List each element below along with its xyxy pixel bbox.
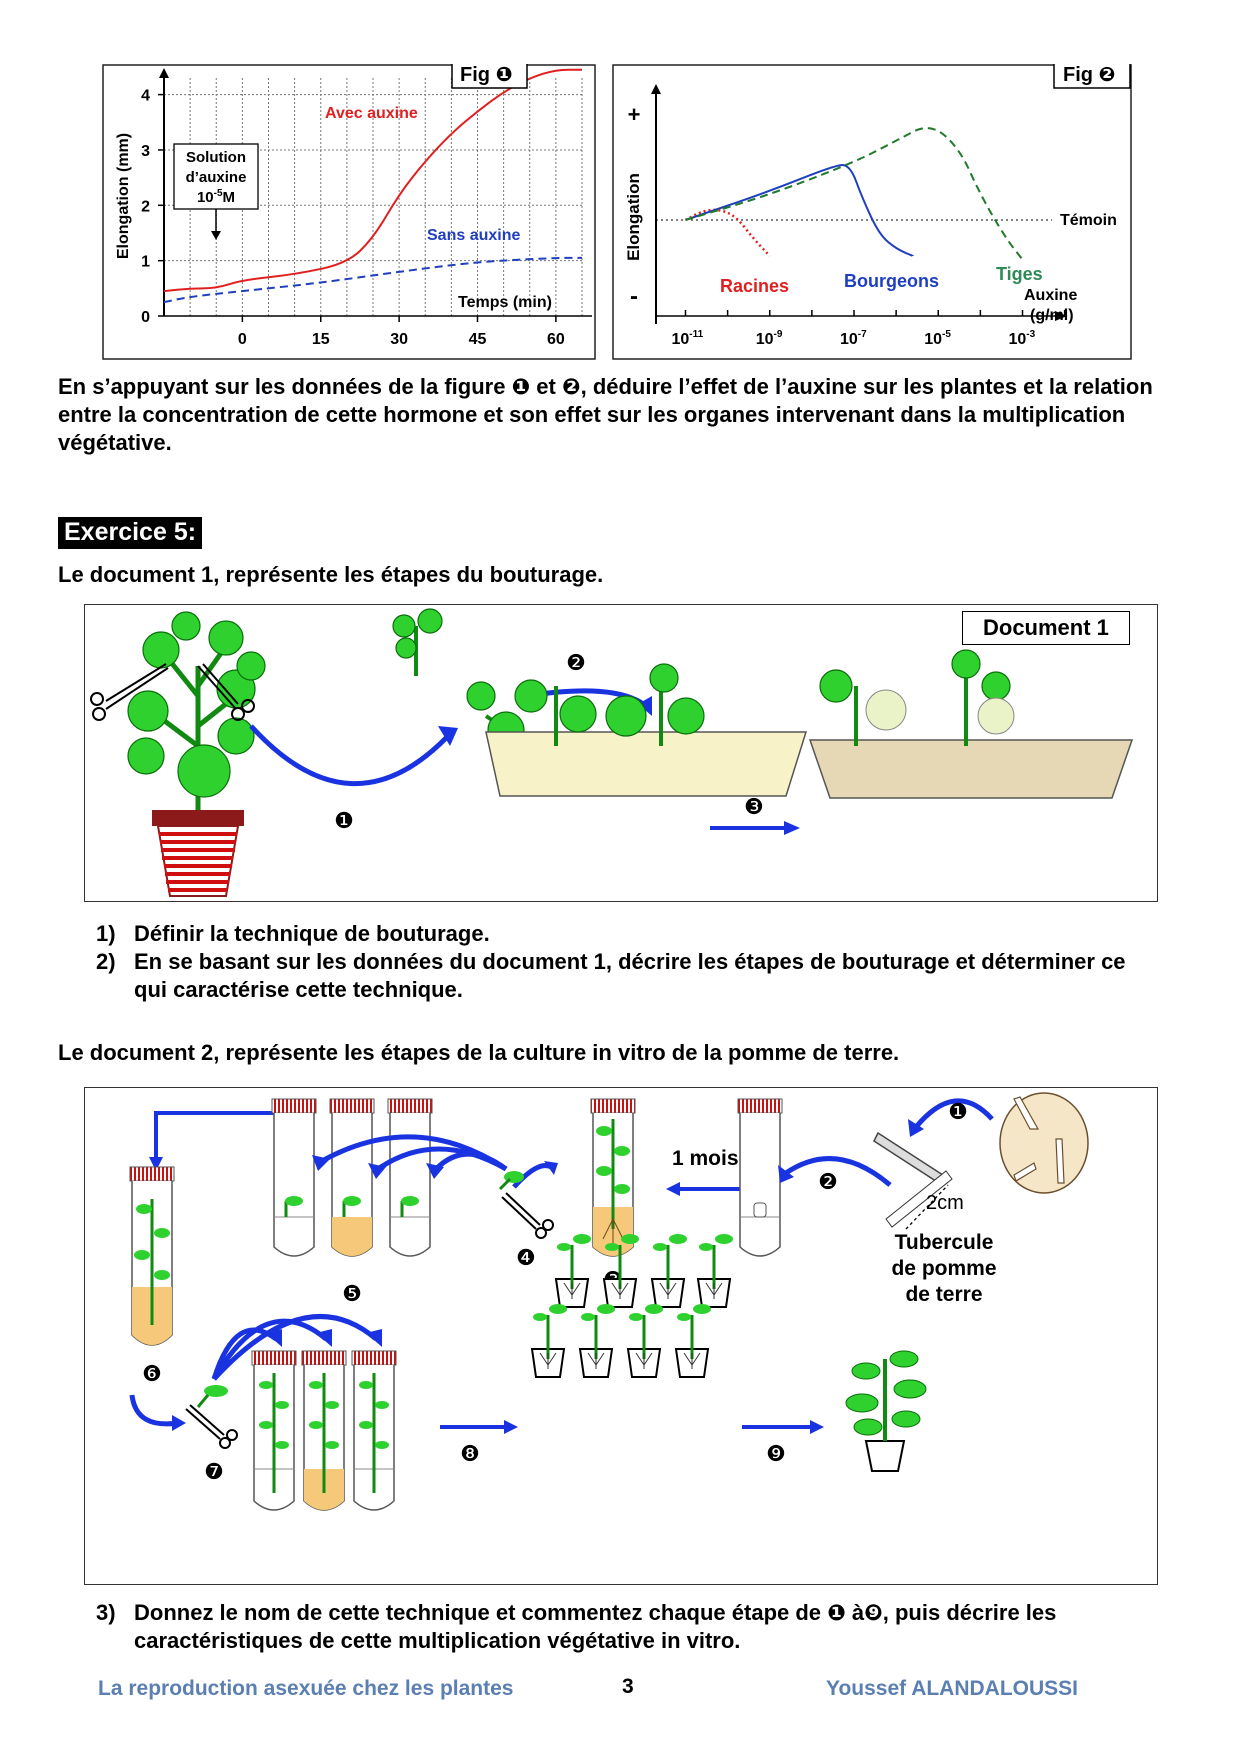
doc1-step-2: ❷ <box>566 650 586 675</box>
plantlet-pot <box>628 1304 663 1377</box>
tuber-label-3: de terre <box>905 1283 983 1306</box>
doc2-step-8: ❽ <box>460 1441 480 1466</box>
solution-line3: $10^{-5}M$ <box>196 188 236 206</box>
doc2-step-7: ❼ <box>204 1459 224 1484</box>
tube-3 <box>591 1099 635 1256</box>
sans-auxine-label: Sans auxine <box>427 227 521 244</box>
fig2-ylabel: Elongation <box>624 173 643 261</box>
footer-title: La reproduction asexuée chez les plantes <box>98 1677 514 1700</box>
fig1-label: Fig ❶ <box>460 64 513 86</box>
footer-author: Youssef ALANDALOUSSI <box>826 1677 1079 1700</box>
plantlet-pots <box>532 1234 733 1377</box>
doc1-step-1: ❶ <box>334 808 354 833</box>
doc1-step-3: ❸ <box>744 794 764 819</box>
solution-line1: Solution <box>186 149 246 166</box>
tubes-step-7 <box>252 1351 396 1510</box>
one-month-label: 1 mois <box>672 1147 739 1170</box>
fig1-xtick-30: 30 <box>390 331 409 348</box>
tuber-label-1: Tubercule <box>894 1231 994 1254</box>
exercise-heading: Exercice 5: <box>58 517 202 549</box>
auxine-label: Auxine <box>1024 287 1078 304</box>
figure-2-chart <box>612 64 1132 360</box>
flower-pot <box>152 810 244 896</box>
plantlet-pot <box>532 1304 567 1377</box>
tiges-label: Tiges <box>996 264 1043 284</box>
question-3-list <box>96 1599 1156 1655</box>
fig1-xtick-15: 15 <box>311 331 330 348</box>
fig1-ytick-1: 1 <box>141 253 150 271</box>
fig2-xtick-3: $10^{-5}$ <box>924 329 951 348</box>
potato-tuber <box>1000 1093 1088 1193</box>
fig1-xtick-60: 60 <box>546 331 565 348</box>
fig1-ytick-0: 0 <box>141 309 150 326</box>
scissors-step-7 <box>186 1385 237 1448</box>
racines-label: Racines <box>720 276 790 296</box>
fig2-xtick-4: $10^{-3}$ <box>1008 329 1036 348</box>
arrow-to-tube-6 <box>156 1113 286 1159</box>
arrow-step-1 <box>251 726 448 784</box>
doc2-step-2: ❷ <box>818 1169 838 1194</box>
fig2-minus: - <box>630 283 638 310</box>
question-1: 1) Définir la technique de bouturage. <box>96 921 490 946</box>
doc2-step-5: ❺ <box>342 1281 362 1306</box>
questions-doc1 <box>96 920 1156 1004</box>
footer-page-number: 3 <box>622 1675 634 1698</box>
document-1-label: Document 1 <box>962 611 1130 645</box>
doc2-step-4: ❹ <box>516 1245 536 1270</box>
final-plant <box>846 1351 926 1471</box>
fig1-xtick-0: 0 <box>237 331 247 348</box>
doc2-step-1: ❶ <box>948 1099 968 1124</box>
fig1-ylabel: Elongation (mm) <box>115 132 132 260</box>
figure-1-chart <box>102 64 596 360</box>
fig2-xtick-0: $10^{-11}$ <box>671 329 704 348</box>
plantlet-pot <box>698 1234 733 1307</box>
plantlet-pot <box>556 1234 591 1307</box>
doc2-intro: Le document 2, représente les étapes de la culture in vitro de la pomme de terre. <box>58 1040 900 1065</box>
tuber-label-2: de pomme <box>891 1257 997 1280</box>
doc2-step-6: ❻ <box>142 1361 162 1386</box>
auxine-unit: (g/ml) <box>1030 307 1074 324</box>
scissors-step-4 <box>500 1161 558 1238</box>
document-1-illustration <box>86 606 1154 898</box>
tube-2 <box>738 1099 782 1256</box>
plantlet-pot <box>676 1304 711 1377</box>
fig2-xtick-2: $10^{-7}$ <box>840 329 867 348</box>
figure-question: En s’appuyant sur les données de la figure ❶ et ❷, déduire l’effet de l’auxine sur les plantes et la relation entre la concentration de cette hormone et son effet sur les organes intervenant dans la multiplication végétative. <box>58 374 1153 455</box>
fig1-ytick-3: 3 <box>141 142 150 160</box>
tube-6 <box>130 1167 174 1345</box>
fig2-xtick-1: $10^{-9}$ <box>755 329 783 348</box>
question-3: 3) Donnez le nom de cette technique et commentez chaque étape de ❶ à❾, puis décrire les caractéristiques de cette multiplication végétative in vitro. <box>96 1600 1057 1653</box>
tray-1 <box>486 732 806 796</box>
fig2-label: Fig ❷ <box>1063 64 1116 86</box>
size-label: 2cm <box>926 1192 964 1214</box>
plantlet-pot <box>652 1234 687 1307</box>
fig1-ytick-2: 2 <box>141 198 150 216</box>
fig1-xlabel: Temps (min) <box>458 294 552 311</box>
tray-2 <box>810 740 1132 798</box>
plantlet-pot <box>580 1304 615 1377</box>
bourgeons-label: Bourgeons <box>844 271 940 291</box>
fig2-plus: + <box>627 102 641 127</box>
doc2-step-9: ❾ <box>766 1441 786 1466</box>
cuttings <box>393 609 531 748</box>
document-2-illustration <box>86 1089 1154 1581</box>
solution-line2: d’auxine <box>185 169 247 186</box>
temoin-label: Témoin <box>1060 212 1117 229</box>
fig1-ytick-4: 4 <box>141 87 150 105</box>
tubes-step-5 <box>272 1099 432 1256</box>
question-2: 2) En se basant sur les données du document 1, décrire les étapes de bouturage et déterminer ce qui caractérise cette technique. <box>96 949 1126 1002</box>
fig1-xtick-45: 45 <box>468 331 487 348</box>
doc1-intro: Le document 1, représente les étapes du bouturage. <box>58 562 604 587</box>
avec-auxine-label: Avec auxine <box>325 105 418 122</box>
scalpel-icon <box>874 1133 946 1185</box>
